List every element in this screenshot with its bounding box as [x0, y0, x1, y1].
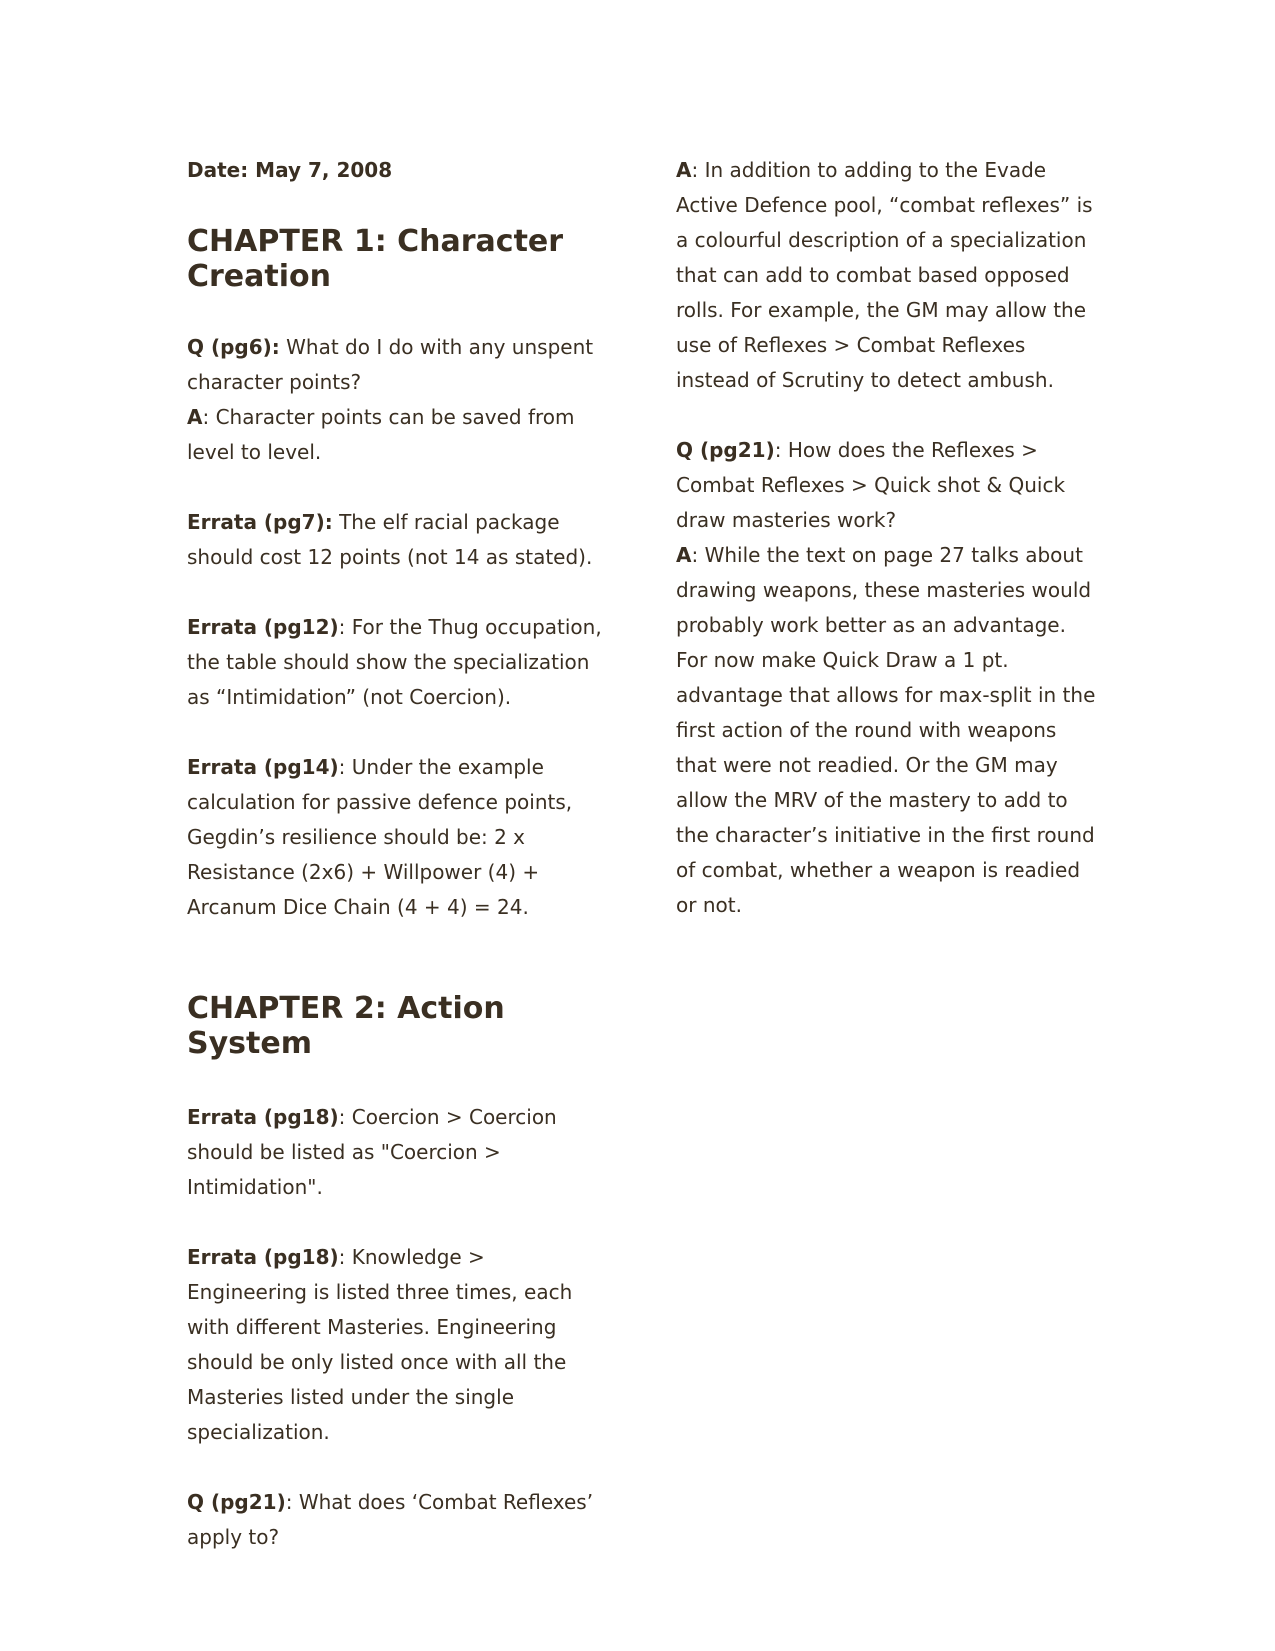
entry-label: A	[676, 543, 692, 567]
qa-question-pg21-combat-reflexes	[187, 1485, 607, 1555]
chapter-1-heading: CHAPTER 1: Character Creation	[187, 224, 564, 294]
entry-label: Errata (pg14)	[187, 755, 339, 779]
entry-text: : Knowledge > Engineering is listed three times, each with different Masteries. Engineering should be only listed once with all the Masteries listed under the single specialization.	[187, 1245, 573, 1444]
entry-label: Errata (pg7):	[187, 510, 333, 534]
qa-answer-pg6	[187, 400, 607, 470]
entry-label: Errata (pg12)	[187, 615, 339, 639]
entry-label: Q (pg6):	[187, 335, 280, 359]
errata-pg7	[187, 505, 607, 575]
errata-pg12	[187, 610, 607, 715]
entry-text: : While the text on page 27 talks about drawing weapons, these masteries would probably work better as an advantage. For now make Quick Draw a 1 pt. advantage that allows for max-split in the first action of the round with weapons that were not readied. Or the GM may allow the MRV of the mastery to add to the character’s initiative in the first round of combat, whether a weapon is readied or not.	[676, 543, 1096, 917]
entry-text: : What does ‘Combat Reflexes’ apply to?	[187, 1490, 594, 1549]
qa-question-pg6	[187, 330, 607, 400]
right-column	[676, 153, 1096, 923]
chapter-2-heading: CHAPTER 2: Action System	[187, 991, 505, 1061]
entry-label: Errata (pg18)	[187, 1245, 339, 1269]
entry-label: Q (pg21)	[676, 438, 775, 462]
entry-label: A	[187, 405, 203, 429]
qa-answer-pg21-combat-reflexes	[676, 153, 1096, 398]
entry-text: : Character points can be saved from level to level.	[187, 405, 575, 464]
entry-label: Errata (pg18)	[187, 1105, 339, 1129]
entry-label: Q (pg21)	[187, 1490, 286, 1514]
entry-text: : Under the example calculation for passive defence points, Gegdin’s resilience should be: 2 x Resistance (2x6) + Willpower (4) + Arcanum Dice Chain (4 + 4) = 24.	[187, 755, 573, 919]
qa-question-pg21-quick-draw	[676, 433, 1096, 538]
qa-answer-pg21-quick-draw	[676, 538, 1096, 923]
entry-label: A	[676, 158, 692, 182]
entry-text: : In addition to adding to the Evade Active Defence pool, “combat reflexes” is a colourful description of a specialization that can add to combat based opposed rolls. For example, the GM may allow the use of Reflexes > Combat Reflexes instead of Scrutiny to detect ambush.	[676, 158, 1093, 392]
errata-pg18-engineering	[187, 1240, 607, 1450]
entry-text: : How does the Reflexes > Combat Reflexes > Quick shot & Quick draw masteries work?	[676, 438, 1066, 532]
errata-pg14	[187, 750, 607, 925]
entry-text: The elf racial package should cost 12 points (not 14 as stated).	[187, 510, 593, 569]
entry-text: What do I do with any unspent character points?	[187, 335, 594, 394]
document-date: Date: May 7, 2008	[187, 158, 393, 182]
entry-text: : Coercion > Coercion should be listed as "Coercion > Intimidation".	[187, 1105, 557, 1199]
errata-pg18-coercion	[187, 1100, 607, 1205]
entry-text: : For the Thug occupation, the table should show the specialization as “Intimidation” (not Coercion).	[187, 615, 602, 709]
left-column	[187, 153, 607, 1555]
